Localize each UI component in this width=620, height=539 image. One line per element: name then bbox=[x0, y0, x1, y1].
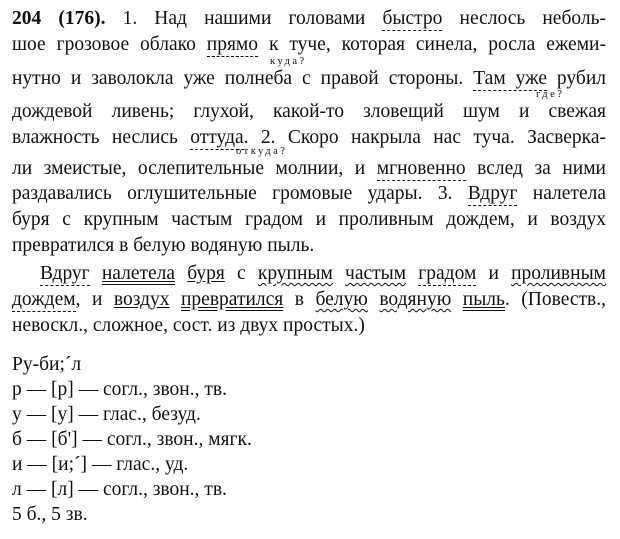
parse-word-prolivnym: проливным bbox=[511, 263, 607, 284]
parse-word-vozduh: воздух bbox=[113, 289, 170, 310]
parse-word-vdrug: Вдруг bbox=[40, 263, 90, 284]
text-line-1: 204 (176). 1. Над нашими головами быстро неслось неболь- bbox=[12, 8, 606, 29]
adverb-vdrug: Вдруг bbox=[467, 183, 518, 204]
text-line-9: превратился в белую водяную пыль. bbox=[12, 235, 315, 256]
parse-word-burya: буря bbox=[187, 263, 225, 284]
adverb-tam-uzhe: Там уже bbox=[473, 68, 547, 89]
parse-word-vodyanuyu: водяную bbox=[379, 289, 452, 310]
phonetic-row-1: р — [р] — согл., звон., тв. bbox=[12, 379, 227, 400]
phonetic-row-3: б — [б'] — согл., звон., мягк. bbox=[12, 429, 252, 450]
parse-word-pyl: пыль bbox=[462, 289, 505, 310]
phonetic-row-2: у — [у] — глас., безуд. bbox=[12, 404, 201, 425]
text-line-6: ли змеистые, ослепительные молнии, и мгновенно вслед за ними bbox=[12, 158, 606, 179]
question-kuda: куда? bbox=[270, 56, 307, 67]
phonetic-summary: 5 б., 5 зв. bbox=[12, 504, 88, 525]
text-line-3: нутно и заволокла уже полнеба с правой стороны. Там уже рубил bbox=[12, 68, 607, 89]
text-line-5: влажность неслись оттуда. 2. Скоро накрыла нас туча. Засверка- bbox=[12, 127, 606, 148]
question-otkuda: откуда? bbox=[236, 146, 288, 157]
parse-word-naletela: налетела bbox=[101, 263, 176, 284]
adverb-ottuda: оттуда bbox=[190, 127, 244, 148]
text-line-8: буря с крупным частым градом и проливным дождем, и воздух bbox=[12, 209, 606, 230]
text-line-7: раздавались оглушительные громовые удары. 3. Вдруг налетела bbox=[12, 183, 606, 204]
phonetic-row-5: л — [л] — согл., звон., тв. bbox=[12, 479, 227, 500]
question-gde: где? bbox=[536, 89, 565, 100]
parse-word-chastym: частым bbox=[345, 263, 407, 284]
exercise-number: 204 (176). bbox=[12, 8, 106, 29]
parse-word-gradom: градом bbox=[418, 263, 477, 284]
adverb-bystro: быстро bbox=[382, 8, 443, 29]
parse-line-1: Вдруг налетела буря с крупным частым градом и проливным bbox=[40, 263, 607, 284]
adverb-pryamo: прямо bbox=[206, 34, 259, 55]
text-line-4: дождевой ливень; глухой, какой-то зловещий шум и свежая bbox=[12, 101, 606, 122]
phonetic-word: Ру-би;´л bbox=[12, 354, 82, 375]
text-line-2: шое грозовое облако прямо к туче, которая синела, росла ежеми- bbox=[12, 34, 606, 55]
parse-line-3: невоскл., сложное, сост. из двух простых.) bbox=[12, 315, 365, 336]
phonetic-row-4: и — [и;´] — глас., уд. bbox=[12, 454, 189, 475]
parse-line-2: дождем, и воздух превратился в белую водяную пыль. (Повеств., bbox=[12, 289, 607, 310]
adverb-mgnovenno: мгновенно bbox=[376, 158, 466, 179]
parse-word-krupnym: крупным bbox=[257, 263, 333, 284]
parse-word-dozhdem: дождем bbox=[12, 289, 76, 310]
parse-word-prevratilsya: превратился bbox=[181, 289, 284, 310]
parse-word-beluyu: белую bbox=[315, 289, 368, 310]
